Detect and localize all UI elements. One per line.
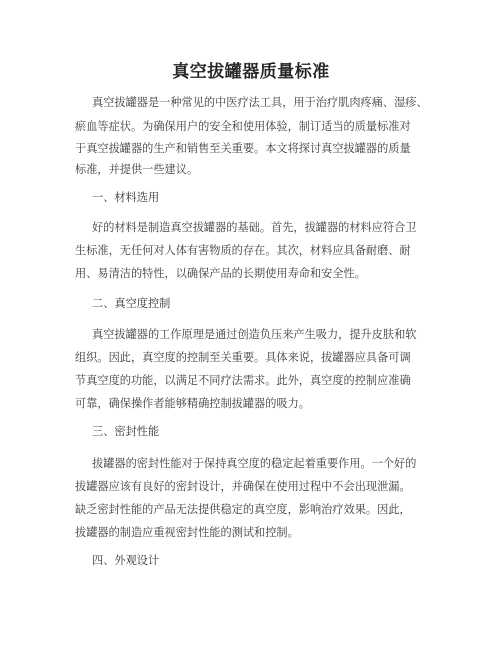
section-line: 好的材料是制造真空拔罐器的基础。首先，拔罐器的材料应符合卫 <box>92 221 417 234</box>
section-line: 缺乏密封性能的产品无法提供稳定的真空度，影响治疗效果。因此， <box>75 503 411 516</box>
section-line: 节真空度的功能，以满足不同疗法需求。此外，真空度的控制应准确 <box>75 374 411 387</box>
section-line: 组织。因此，真空度的控制至关重要。具体来说，拔罐器应具备可调 <box>75 351 411 364</box>
intro-line: 真空拔罐器是一种常见的中医疗法工具，用于治疗肌肉疼痛、湿疹、 <box>92 96 428 109</box>
intro-line: 瘀血等症状。为确保用户的安全和使用体验，制订适当的质量标准对 <box>75 120 411 133</box>
section-line: 用、易清洁的特性，以确保产品的长期使用寿命和安全性。 <box>75 267 366 280</box>
intro-line: 于真空拔罐器的生产和销售至关重要。本文将探讨真空拔罐器的质量 <box>75 142 411 155</box>
section-heading-sealing: 三、密封性能 <box>92 425 160 438</box>
section-line: 真空拔罐器的工作原理是通过创造负压来产生吸力，提升皮肤和软 <box>92 328 417 341</box>
section-line: 拔罐器应该有良好的密封设计，并确保在使用过程中不会出现泄漏。 <box>75 480 411 493</box>
section-line: 拔罐器的制造应重视密封性能的测试和控制。 <box>75 526 299 539</box>
section-line: 生标准，无任何对人体有害物质的存在。其次，材料应具备耐磨、耐 <box>75 244 411 257</box>
section-line: 可靠，确保操作者能够精确控制拔罐器的吸力。 <box>75 397 310 410</box>
section-heading-appearance: 四、外观设计 <box>92 554 160 567</box>
section-line: 拔罐器的密封性能对于保持真空度的稳定起着重要作用。一个好的 <box>92 457 417 470</box>
page-title: 真空拔罐器质量标准 <box>172 62 330 82</box>
intro-line: 标准，并提供一些建议。 <box>75 163 199 176</box>
section-heading-materials: 一、材料选用 <box>92 191 160 204</box>
section-heading-vacuum: 二、真空度控制 <box>92 297 171 310</box>
